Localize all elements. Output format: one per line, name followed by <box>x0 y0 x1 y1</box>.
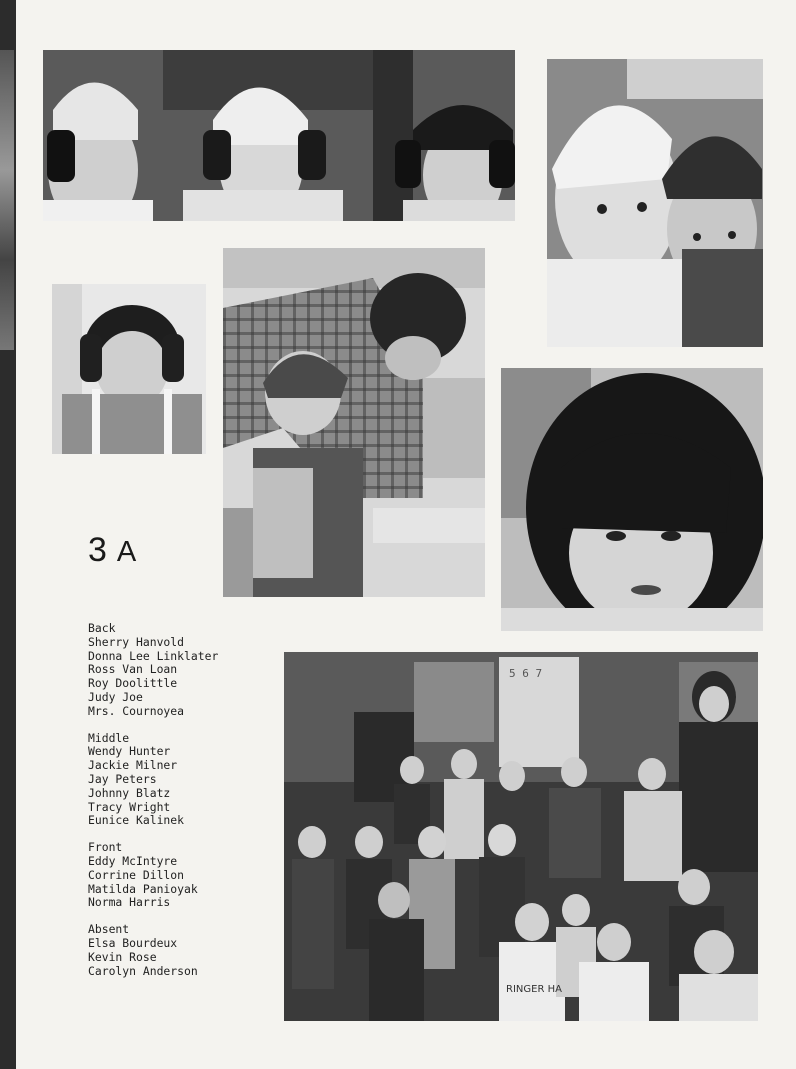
roster-name: Johnny Blatz <box>88 785 171 800</box>
roster-name: Wendy Hunter <box>88 744 171 759</box>
roster-group-back <box>88 622 218 719</box>
roster-name: Roy Doolittle <box>88 676 178 691</box>
photo-teacher-helping-child <box>223 248 485 597</box>
roster-name: Kevin Rose <box>88 949 157 964</box>
sweatshirt-text: RINGER HA <box>506 984 562 995</box>
roster-name: Judy Joe <box>88 689 143 704</box>
roster-name: Jackie Milner <box>88 758 178 773</box>
roster-name: Ross Van Loan <box>88 662 178 677</box>
roster-name: Norma Harris <box>88 895 171 910</box>
class-number: 3 <box>88 531 109 569</box>
roster-heading: Absent <box>88 922 130 937</box>
facing-page-edge <box>0 50 14 350</box>
roster-name: Tracy Wright <box>88 799 171 814</box>
roster-name: Corrine Dillon <box>88 867 185 882</box>
roster-group-front <box>88 841 218 910</box>
photo-two-children <box>547 59 763 347</box>
yearbook-page <box>16 0 796 1069</box>
photo-children-headphones <box>43 50 515 221</box>
roster-name: Eddy McIntyre <box>88 853 178 868</box>
photo-girl-headphones <box>52 284 206 454</box>
class-heading <box>88 531 138 570</box>
svg-text:5 6 7: 5 6 7 <box>509 667 543 680</box>
roster-heading: Middle <box>88 730 130 745</box>
roster-name: Donna Lee Linklater <box>88 648 219 663</box>
roster-name: Matilda Panioyak <box>88 881 198 896</box>
roster-name: Elsa Bourdeux <box>88 935 178 950</box>
class-letter: A <box>116 536 139 568</box>
roster-name: Mrs. Cournoyea <box>88 703 185 718</box>
photo-class-group <box>284 652 758 1021</box>
roster-group-absent <box>88 923 218 978</box>
roster-name: Sherry Hanvold <box>88 634 185 649</box>
roster-heading: Back <box>88 621 116 635</box>
roster-name: Carolyn Anderson <box>88 963 198 978</box>
roster-group-middle <box>88 732 218 829</box>
roster-name: Eunice Kalinek <box>88 813 185 828</box>
roster-heading: Front <box>88 840 123 855</box>
photo-girl-closeup <box>501 368 763 631</box>
class-roster <box>88 622 218 991</box>
roster-name: Jay Peters <box>88 771 157 786</box>
book-spine <box>0 0 16 1069</box>
